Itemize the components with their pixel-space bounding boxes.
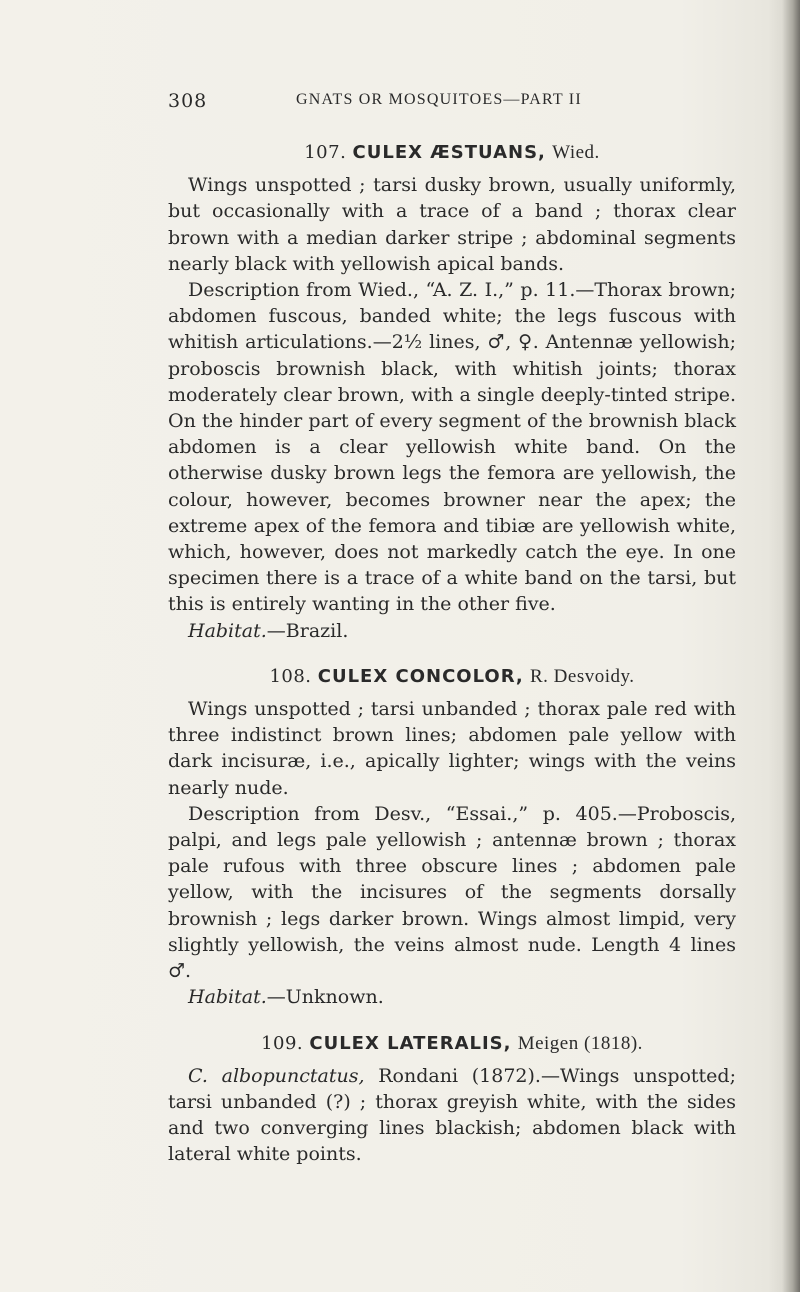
description-paragraph: Description from Wied., “A. Z. I.,” p. 11.—Thorax brown; abdomen fuscous, banded white; the legs fuscous with whitish articulations.—2½ lines, ♂, ♀. Antennæ yellowish; proboscis brownish black, with whitish joints; thorax moderately clear brown, with a single deeply-tinted stripe. On the hinder part of every segment of the brownish black abdomen is a clear yellowish white band. On the otherwise dusky brown legs the femora are yellowish, the colour, however, becomes browner near the apex; the extreme apex of the femora and tibiæ are yellowish white, which, however, does not markedly catch the eye. In one specimen there is a trace of a white band on the tarsi, but this is entirely wanting in the other five. [168,279,736,616]
species-entry-108 [168,664,736,1011]
habitat-line: Habitat.—Brazil. [188,619,349,642]
page-number: 308 [168,90,208,112]
species-heading: 108. CULEX CONCOLOR, R. Desvoidy. [269,665,635,687]
diagnosis-paragraph: Wings unspotted ; tarsi dusky brown, usually uniformly, but occasionally with a trace of a band ; thorax clear brown with a median darker stripe ; abdominal segments nearly black with yellowish apical bands. [168,174,736,275]
species-entry-107 [168,140,736,644]
synonym-paragraph: C. albopunctatus, Rondani (1872).—Wings unspotted; tarsi unbanded (?) ; thorax greyish white, with the sides and two converging lines blackish; abdomen black with lateral white points. [168,1064,736,1166]
page-content [168,140,736,1188]
description-paragraph: Description from Desv., “Essai.,” p. 405.—Proboscis, palpi, and legs pale yellowish ; antennæ brown ; thorax pale rufous with three obscure lines ; abdomen pale yellow, with the incisures of the segments dorsally brownish ; legs darker brown. Wings almost limpid, very slightly yellowish, the veins almost nude. Length 4 lines ♂. [168,802,736,983]
species-heading: 107. CULEX ÆSTUANS, Wied. [304,142,600,163]
page-edge-shadow [782,0,800,1292]
running-title: GNATS OR MOSQUITOES—PART II [296,91,582,108]
diagnosis-paragraph: Wings unspotted ; tarsi unbanded ; thorax pale red with three indistinct brown lines; abdomen pale yellow with dark incisuræ, i.e., apically lighter; wings with the veins nearly nude. [168,698,736,799]
habitat-line: Habitat.—Unknown. [188,986,384,1009]
species-heading: 109. CULEX LATERALIS, Meigen (1818). [261,1032,643,1054]
species-entry-109 [168,1031,736,1168]
